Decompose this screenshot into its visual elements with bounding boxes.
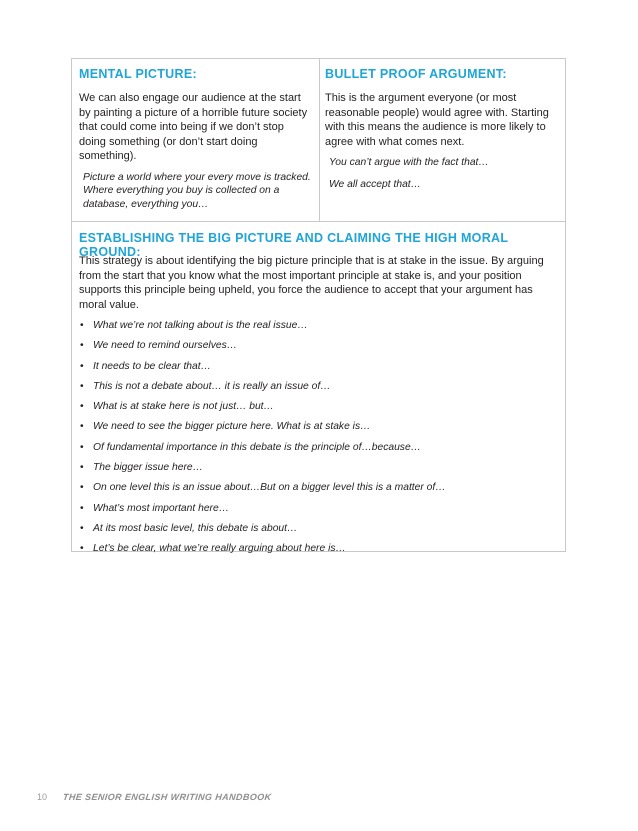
mental-picture-example: Picture a world where your every move is tracked. Where everything you buy is collected on a database, everything you… (83, 171, 311, 210)
list-item (79, 319, 561, 332)
big-picture-heading: ESTABLISHING THE BIG PICTURE AND CLAIMING THE HIGH MORAL GROUND: (79, 231, 509, 259)
bullet-proof-description: This is the argument everyone (or most reasonable people) would agree with. Starting with this means the audience is more likely to agree with what comes next. (325, 92, 549, 148)
bullet-proof-cell (325, 59, 561, 191)
list-item (79, 481, 561, 494)
bullet-icon: • (80, 441, 84, 453)
list-item-text: The bigger issue here… (93, 462, 203, 474)
big-picture-phrase-list (79, 319, 561, 555)
bullet-icon: • (80, 462, 84, 474)
list-item (79, 380, 561, 393)
book-title: THE SENIOR ENGLISH WRITING HANDBOOK (62, 792, 273, 802)
big-picture-description: This strategy is about identifying the big picture principle that is at stake in the issue. By arguing from the start that you know what the most important principle at stake is, and your position supports this principle being upheld, you force the audience to accept that your argument has moral value. (79, 255, 544, 311)
bullet-proof-heading: BULLET PROOF ARGUMENT: (325, 67, 507, 81)
list-item-text: What’s most important here… (93, 502, 230, 514)
list-item-text: We need to see the bigger picture here. What is at stake is… (93, 421, 371, 433)
list-item-text: Let’s be clear, what we’re really arguing about here is… (93, 543, 346, 555)
page-number: 10 (37, 792, 48, 802)
mental-picture-description: We can also engage our audience at the start by painting a picture of a horrible future society that could come into being if we don’t stop doing something (or don’t start doing something). (79, 92, 308, 162)
mental-picture-heading: MENTAL PICTURE: (79, 67, 197, 81)
list-item (79, 339, 561, 352)
bullet-icon: • (80, 401, 84, 413)
strategies-table (71, 58, 566, 555)
bullet-proof-example: We all accept that… (329, 178, 421, 190)
list-item (79, 542, 561, 555)
mental-picture-cell (79, 59, 313, 211)
list-item-text: This is not a debate about… it is really an issue of… (93, 380, 331, 392)
bullet-icon: • (80, 340, 84, 352)
bullet-proof-example: You can’t argue with the fact that… (329, 157, 489, 168)
bullet-icon: • (80, 482, 84, 494)
list-item-text: On one level this is an issue about…But on a bigger level this is a matter of… (93, 482, 446, 494)
page-footer (37, 790, 272, 804)
list-item-text: Of fundamental importance in this debate is the principle of…because… (93, 441, 421, 453)
bullet-icon: • (80, 543, 84, 555)
list-item (79, 400, 561, 413)
list-item-text: What we’re not talking about is the real issue… (93, 320, 308, 331)
bullet-icon: • (80, 360, 84, 372)
list-item-text: What is at stake here is not just… but… (93, 401, 274, 413)
list-item (79, 461, 561, 474)
list-item (79, 522, 561, 535)
bullet-icon: • (80, 502, 84, 514)
list-item (79, 441, 561, 454)
bullet-icon: • (80, 380, 84, 392)
list-item-text: At its most basic level, this debate is about… (93, 522, 298, 534)
bullet-icon: • (80, 421, 84, 433)
column-divider (319, 59, 320, 222)
list-item (79, 502, 561, 515)
bullet-icon: • (80, 320, 84, 331)
list-item-text: We need to remind ourselves… (93, 340, 238, 352)
strategies-top-row (72, 59, 565, 222)
bullet-icon: • (80, 522, 84, 534)
list-item (79, 360, 561, 373)
list-item-text: It needs to be clear that… (93, 360, 211, 372)
big-picture-cell (79, 222, 561, 563)
list-item (79, 420, 561, 433)
